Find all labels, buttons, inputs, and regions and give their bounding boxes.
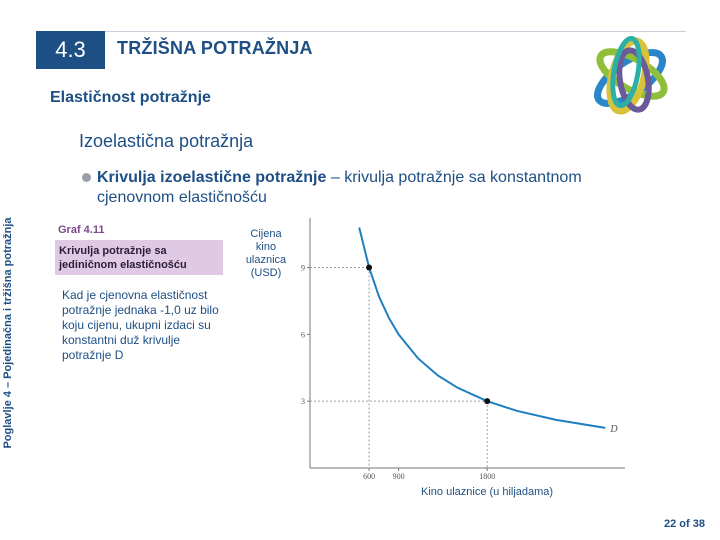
chapter-side-label (0, 190, 16, 475)
definition-body: – krivulja potražnje sa konstantnom cjenovnom elastičnošću (97, 169, 582, 206)
x-tick-label: 1800 (479, 472, 496, 481)
topic-heading: Izoelastična potražnja (79, 131, 254, 151)
page-number: 22 of 38 (664, 518, 705, 530)
data-point (366, 265, 372, 271)
data-point (484, 398, 490, 404)
demand-chart (296, 218, 626, 483)
graph-name: Krivulja potražnje sa jediničnom elastičnošću (55, 240, 223, 275)
rings-logo-icon (578, 26, 686, 126)
definition-bullet (82, 168, 622, 208)
curve-label: D (610, 423, 618, 435)
y-tick-label: 3 (301, 397, 305, 407)
y-tick-label: 9 (301, 263, 305, 273)
graph-number: Graf 4.11 (58, 224, 105, 236)
page-subtitle: Elastičnost potražnje (50, 89, 211, 106)
definition-term: Krivulja izoelastične potražnje (97, 169, 327, 186)
section-number: 4.3 (36, 31, 105, 69)
x-tick-label: 600 (363, 472, 376, 481)
graph-description: Kad je cjenovna elastičnost potražnje jednaka -1,0 uz bilo koju cijenu, ukupni izdaci su konstantni duž krivulje potražnje D (62, 288, 219, 362)
section-title: TRŽIŠNA POTRAŽNJA (117, 38, 313, 58)
chart-y-label: Cijena kino ulaznica (USD) (245, 228, 287, 279)
bullet-icon (82, 173, 91, 182)
chapter-side-text: Poglavlje 4 – Pojedinačna i tržišna potražnja (2, 216, 14, 449)
chart-x-label: Kino ulaznice (u hiljadama) (421, 486, 554, 498)
demand-curve (359, 228, 605, 428)
y-tick-label: 6 (301, 330, 305, 340)
definition-text (82, 168, 622, 208)
x-tick-label: 900 (392, 472, 405, 481)
